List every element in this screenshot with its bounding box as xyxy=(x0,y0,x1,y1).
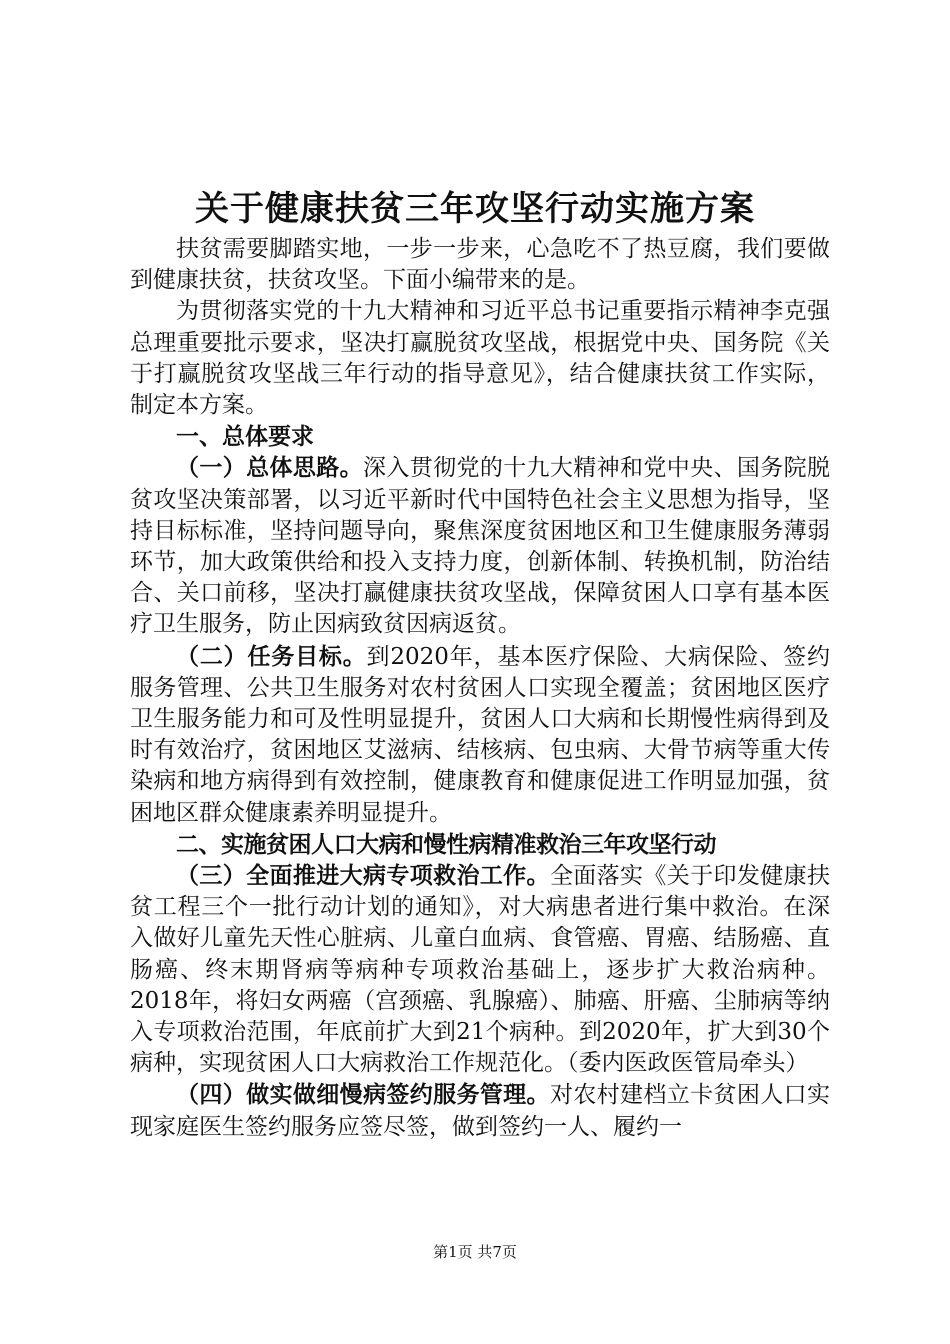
clause-text-4: 对农村建档立卡贫困人口实现家庭医生签约服务应签尽签，做到签约一人、履约一 xyxy=(130,1082,831,1140)
clause-paragraph-1 xyxy=(130,452,830,640)
clause-lead-4: （四）做实做细慢病签约服务管理。 xyxy=(176,1081,550,1109)
document-title: 关于健康扶贫三年攻坚行动实施方案 xyxy=(195,189,755,229)
clause-lead-3: （三）全面推进大病专项救治工作。 xyxy=(176,862,550,890)
clause-paragraph-4 xyxy=(130,1079,830,1142)
section-heading-1: 一、总体要求 xyxy=(176,423,314,451)
intro-paragraph xyxy=(130,234,830,296)
purpose-paragraph xyxy=(130,296,830,421)
intro-text: 扶贫需要脚踏实地，一步一步来，心急吃不了热豆腐，我们要做到健康扶贫，扶贫攻坚。下面小编带来的是。 xyxy=(130,236,830,294)
purpose-text: 为贯彻落实党的十九大精神和习近平总书记重要指示精神李克强总理重要批示要求，坚决打赢脱贫攻坚战，根据党中央、国务院《关于打赢脱贫攻坚战三年行动的指导意见》，结合健康扶贫工作实际，制定本方案。 xyxy=(130,298,830,419)
section-heading-2: 二、实施贫困人口大病和慢性病精准救治三年攻坚行动 xyxy=(176,830,716,858)
clause-text-2: 到2020年，基本医疗保险、大病保险、签约服务管理、公共卫生服务对农村贫困人口实现全覆盖；贫困地区医疗卫生服务能力和可及性明显提升，贫困人口大病和长期慢性病得到及时有效治疗，贫困地区艾滋病、结核病、包虫病、大骨节病等重大传染病和地方病得到有效控制，健康教育和健康促进工作明显加强，贫困地区群众健康素养明显提升。 xyxy=(130,643,830,826)
clause-lead-2: （二）任务目标。 xyxy=(176,642,367,670)
clause-text-1: 深入贯彻党的十九大精神和党中央、国务院脱贫攻坚决策部署，以习近平新时代中国特色社会主义思想为指导，坚持目标标准，坚持问题导向，聚焦深度贫困地区和卫生健康服务薄弱环节，加大政策供给和投入支持力度，创新体制、转换机制，防治结合、关口前移，坚决打赢健康扶贫攻坚战，保障贫困人口享有基本医疗卫生服务，防止因病致贫因病返贫。 xyxy=(130,455,831,638)
clause-paragraph-2 xyxy=(130,641,830,829)
document-body xyxy=(130,234,830,1143)
clause-lead-1: （一）总体思路。 xyxy=(176,454,363,482)
page-number-footer: 第1页 共7页 xyxy=(433,1243,517,1261)
clause-text-3: 全面落实《关于印发健康扶贫工程三个一批行动计划的通知》，对大病患者进行集中救治。在深入做好儿童先天性心脏病、儿童白血病、食管癌、胃癌、结肠癌、直肠癌、终末期肾病等病种专项救治基础上，逐步扩大救治病种。2018年，将妇女两癌（宫颈癌、乳腺癌）、肺癌、肝癌、尘肺病等纳入专项救治范围，年底前扩大到21个病种。到2020年，扩大到30个病种，实现贫困人口大病救治工作规范化。（委内医政医管局牵头） xyxy=(130,863,831,1077)
clause-paragraph-3 xyxy=(130,860,830,1079)
